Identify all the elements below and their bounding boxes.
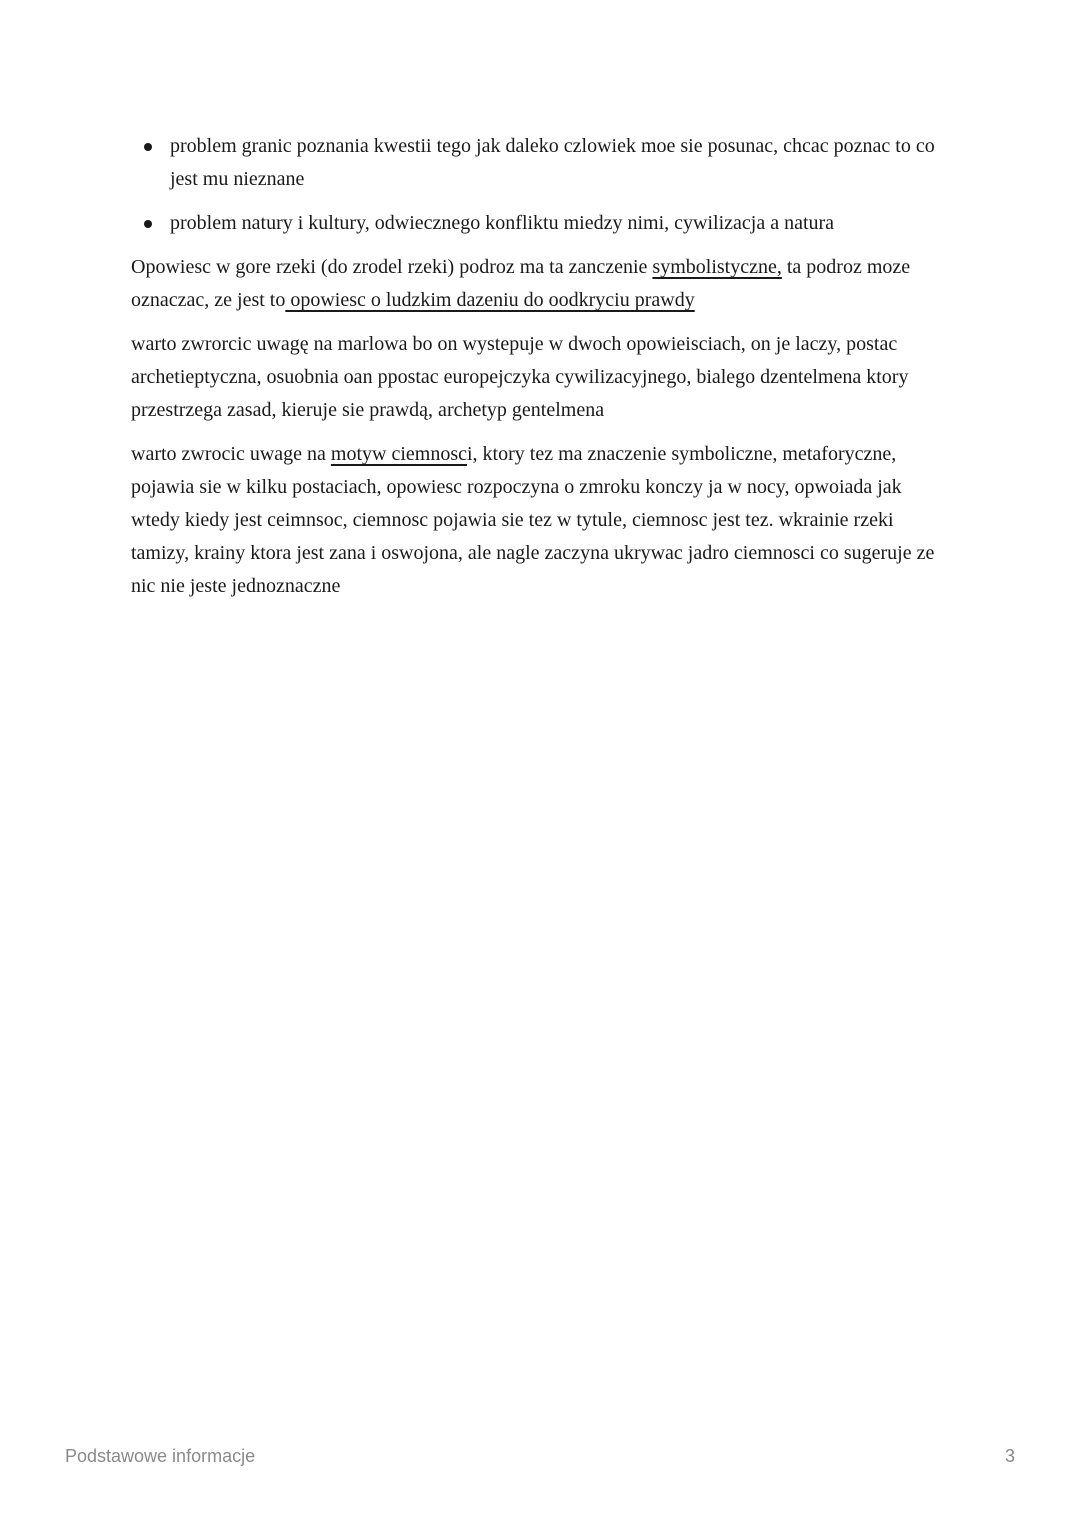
bullet-dot-icon — [144, 143, 152, 151]
paragraph-text: ta podroz moze oznaczac, ze jest to — [131, 256, 911, 311]
bullet-list — [131, 130, 951, 240]
paragraph-text: warto zwrocic uwage na — [131, 443, 331, 465]
paragraph-darkness — [131, 438, 951, 603]
bullet-item — [131, 130, 951, 196]
page-number: 3 — [1004, 1446, 1015, 1466]
underlined-phrase: opowiesc o ludzkim dazeniu do oodkryciu prawdy — [285, 289, 695, 311]
underlined-phrase: symbolistyczne, — [652, 256, 782, 278]
paragraph-text: i, ktory tez ma znaczenie symboliczne, metaforyczne, pojawia sie w kilku postaciach, opowiesc rozpoczyna o zmroku konczy ja w nocy, opwoiada jak wtedy kiedy jest ceimnsoc, ciemnosc pojawia sie tez w tytule, ciemnosc jest tez. wkrainie rzeki tamizy, krainy ktora jest zana i oswojona, ale nagle zaczyna ukrywac jadro ciemnosci co sugeruje ze nic nie jeste jednoznaczne — [131, 443, 935, 597]
document-body — [131, 130, 951, 614]
underlined-phrase: motyw ciemnosc — [330, 443, 467, 465]
paragraph-journey — [131, 251, 951, 317]
page-footer — [65, 1446, 1015, 1467]
bullet-dot-icon — [144, 220, 152, 228]
bullet-text: problem natury i kultury, odwiecznego konfliktu miedzy nimi, cywilizacja a natura — [170, 212, 835, 234]
footer-section-title: Podstawowe informacje — [65, 1446, 256, 1466]
bullet-item — [131, 207, 951, 240]
bullet-text: problem granic poznania kwestii tego jak daleko czlowiek moe sie posunac, chcac poznac to co jest mu nieznane — [170, 135, 935, 190]
paragraph-text: Opowiesc w gore rzeki (do zrodel rzeki) podroz ma ta zanczenie — [131, 256, 653, 278]
paragraph-marlow: warto zwrorcic uwagę na marlowa bo on wystepuje w dwoch opowieisciach, on je laczy, postac archetieptyczna, osuobnia oan ppostac europejczyka cywilizacyjnego, bialego dzentelmena ktory przestrzega zasad, kieruje sie prawdą, archetyp gentelmena — [131, 333, 909, 421]
